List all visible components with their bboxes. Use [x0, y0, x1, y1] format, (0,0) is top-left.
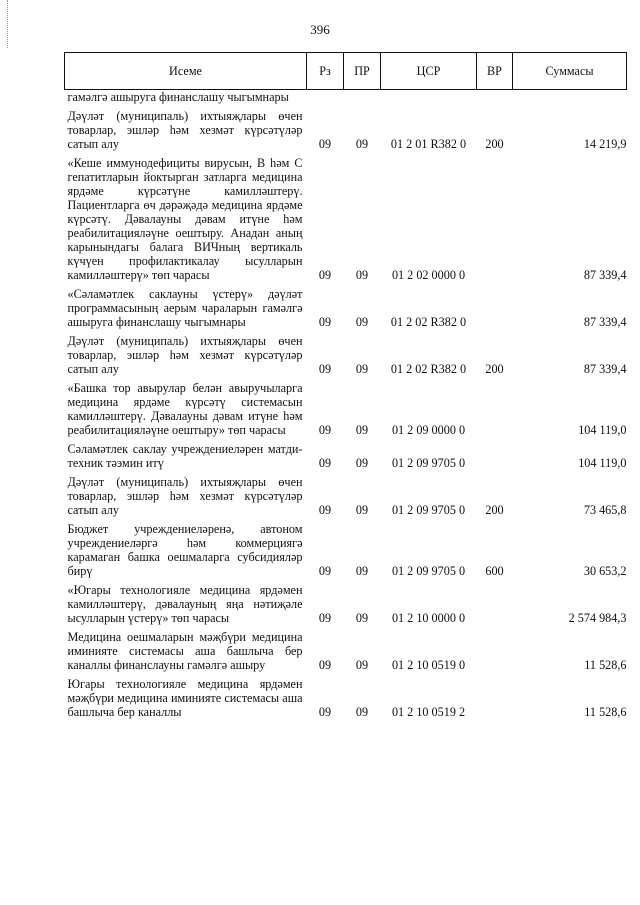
row-vr: 200	[485, 362, 504, 376]
row-pr: 09	[355, 564, 369, 578]
row-name: гамәлгә ашыруга финанслашу чыгымнары	[67, 90, 289, 104]
row-sum: 104 119,0	[578, 456, 627, 470]
row-sum: 11 528,6	[584, 705, 627, 719]
row-name: Сәламәтлек саклау учреждениеләрен матди-техник тәэмин итү	[67, 442, 303, 470]
row-vr: 200	[485, 137, 504, 151]
row-name: «Башка тор авырулар белән авыручыларга медицина ярдәме күрсәтү системасын камилләштерү. Дәвалауны дәвам итүне һәм реабилитацияләүне оештыру» төп чарасы	[67, 381, 303, 437]
row-csr: 01 2 02 R382 0	[390, 362, 467, 376]
row-name: Бюджет учреждениеләренә, автоном учреждениеләргә һәм коммерциягә карамаган башка оешмаларга субсидияләр бирү	[67, 522, 303, 578]
table-row	[65, 581, 627, 628]
row-vr: 200	[485, 503, 504, 517]
row-sum: 73 465,8	[583, 503, 627, 517]
row-csr: 01 2 02 0000 0	[391, 268, 466, 282]
header-rz: Рз	[307, 53, 344, 90]
row-sum: 2 574 984,3	[568, 611, 627, 625]
table-row	[65, 473, 627, 520]
row-rz: 09	[318, 423, 332, 437]
row-vr	[477, 379, 513, 440]
row-pr: 09	[355, 362, 369, 376]
row-csr: 01 2 10 0519 0	[391, 658, 466, 672]
row-pr: 09	[355, 658, 369, 672]
row-vr	[477, 90, 513, 108]
row-pr: 09	[355, 503, 369, 517]
budget-table	[64, 52, 627, 722]
row-sum: 14 219,9	[583, 137, 627, 151]
row-pr: 09	[355, 268, 369, 282]
row-sum: 87 339,4	[583, 268, 627, 282]
table-row	[65, 520, 627, 581]
table-row	[65, 332, 627, 379]
row-pr: 09	[355, 315, 369, 329]
row-pr: 09	[355, 705, 369, 719]
header-csr: ЦСР	[381, 53, 477, 90]
row-rz: 09	[318, 315, 332, 329]
row-rz: 09	[318, 456, 332, 470]
row-csr: 01 2 09 9705 0	[391, 456, 466, 470]
row-name: Дәүләт (муниципаль) ихтыяҗлары өчен товарлар, эшләр һәм хезмәт күрсәтүләр сатып алу	[67, 109, 303, 151]
row-pr: 09	[355, 137, 369, 151]
table-row	[65, 90, 627, 108]
row-pr: 09	[355, 611, 369, 625]
row-rz: 09	[318, 564, 332, 578]
table-row	[65, 675, 627, 722]
row-name: «Кеше иммунодефициты вирусын, B һәм C гепатитларын йоктырган затларга медицина ярдәме күрсәтүне камилләштерү. Пациентларга өч дәрәҗәдә медицина ярдәме күрсәтү. Дәвалауны дәвам итүне һәм реабилитацияләүне оештыру. Анадан аның карынындагы балага ВИЧның вертикаль күчүен профилактикалау ысулларын камилләштерү» төп чарасы	[67, 156, 303, 282]
row-csr: 01 2 09 0000 0	[391, 423, 466, 437]
row-csr: 01 2 09 9705 0	[391, 564, 466, 578]
row-vr	[477, 154, 513, 285]
row-vr	[477, 440, 513, 473]
row-vr	[477, 675, 513, 722]
row-rz: 09	[318, 268, 332, 282]
row-vr	[477, 581, 513, 628]
row-rz: 09	[318, 137, 332, 151]
row-name: «Сәламәтлек саклауны үстерү» дәүләт программасының аерым чараларын гамәлгә ашыруга финанслашу чыгымнары	[67, 287, 303, 329]
row-sum: 30 653,2	[583, 564, 627, 578]
row-rz: 09	[318, 503, 332, 517]
row-csr: 01 2 10 0519 2	[391, 705, 466, 719]
table-row	[65, 440, 627, 473]
row-rz: 09	[318, 658, 332, 672]
table-row	[65, 285, 627, 332]
row-name: Югары технологияле медицина ярдәмен мәҗбүри медицина иминияте системасы аша башлыча бер каналлы	[67, 677, 303, 719]
table-header-row	[65, 53, 627, 90]
header-vr: ВР	[477, 53, 513, 90]
row-rz: 09	[318, 611, 332, 625]
row-vr: 600	[485, 564, 504, 578]
page-number: 396	[310, 22, 330, 37]
row-rz	[307, 90, 344, 108]
row-vr	[477, 628, 513, 675]
table-row	[65, 154, 627, 285]
row-pr: 09	[355, 456, 369, 470]
row-rz: 09	[318, 362, 332, 376]
row-csr: 01 2 10 0000 0	[391, 611, 466, 625]
header-pr: ПР	[344, 53, 381, 90]
row-name: Дәүләт (муниципаль) ихтыяҗлары өчен товарлар, эшләр һәм хезмәт күрсәтүләр сатып алу	[67, 475, 303, 517]
header-name: Исеме	[65, 53, 307, 90]
table-row	[65, 107, 627, 154]
row-vr	[477, 285, 513, 332]
row-sum: 87 339,4	[583, 362, 627, 376]
row-sum: 87 339,4	[583, 315, 627, 329]
row-csr: 01 2 02 R382 0	[390, 315, 467, 329]
row-sum: 104 119,0	[578, 423, 627, 437]
table-row	[65, 628, 627, 675]
row-pr: 09	[355, 423, 369, 437]
row-sum	[513, 90, 627, 108]
row-csr: 01 2 01 R382 0	[390, 137, 467, 151]
table-row	[65, 379, 627, 440]
row-name: Медицина оешмаларын мәҗбүри медицина иминияте системасы аша башлыча бер каналлы финанслауны гамәлгә ашыру	[67, 630, 303, 672]
row-name: «Югары технологияле медицина ярдәмен камилләштерү, дәвалауның яңа нәтиҗәле ысулларын үстерү» төп чарасы	[67, 583, 303, 625]
row-csr	[381, 90, 477, 108]
header-sum: Суммасы	[513, 53, 627, 90]
row-rz: 09	[318, 705, 332, 719]
row-name: Дәүләт (муниципаль) ихтыяҗлары өчен товарлар, эшләр һәм хезмәт күрсәтүләр сатып алу	[67, 334, 303, 376]
row-csr: 01 2 09 9705 0	[391, 503, 466, 517]
row-pr	[344, 90, 381, 108]
row-sum: 11 528,6	[584, 658, 627, 672]
